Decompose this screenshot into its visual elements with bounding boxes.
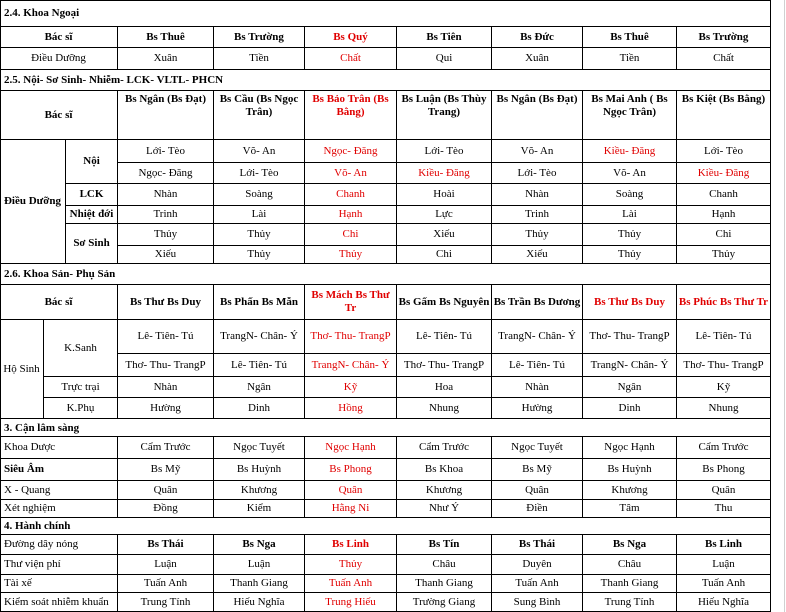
table-cell: Thủy [214,224,305,246]
table-cell: Thư viện phí [0,555,118,575]
table-cell: Võ- An [492,140,583,163]
table-cell: Hạnh [677,206,771,224]
table-cell: Kiểm [214,500,305,518]
table-cell: Thơ- Thu- TrangP [677,354,771,377]
sheet-border-left [0,0,1,612]
table-cell: Nhiệt đới [66,206,118,224]
table-cell: Bs Mách Bs Thư Tr [305,285,397,320]
table-cell: Sung Bình [492,593,583,612]
table-cell: Kiều- Đăng [583,140,677,163]
table-cell: Chi [677,224,771,246]
table-cell: Chất [305,48,397,70]
table-cell: Bs Thư Bs Duy [583,285,677,320]
table-cell: Võ- An [305,163,397,184]
table-cell: Xuân [118,48,214,70]
table-cell: Hoa [397,377,492,398]
table-cell: Bs Phấn Bs Mẫn [214,285,305,320]
table-cell: Bs Huỳnh [214,459,305,481]
table-cell: Xiếu [397,224,492,246]
table-cell: Bác sĩ [0,91,118,140]
table-cell: Lài [214,206,305,224]
table-cell: Võ- An [214,140,305,163]
table-cell: Tuấn Anh [492,575,583,593]
table-cell: Thu [677,500,771,518]
table-cell: Bs Thái [492,535,583,555]
table-cell: Kỹ [677,377,771,398]
table-cell: TrangN- Chân- Ý [583,354,677,377]
table-cell: Bs Mỹ [492,459,583,481]
table-cell: Xét nghiệm [0,500,118,518]
table-cell: Hằng Ni [305,500,397,518]
table-cell: Khương [583,481,677,500]
table-cell: Nhàn [492,184,583,206]
table-cell: Ngọc Tuyết [214,437,305,459]
table-cell: Thủy [583,224,677,246]
table-cell: Thơ- Thu- TrangP [583,320,677,354]
table-cell: X - Quang [0,481,118,500]
table-cell: Kiều- Đăng [677,163,771,184]
table-cell: Trung Hiếu [305,593,397,612]
table-cell: Bs Nga [583,535,677,555]
table-cell: Bs Huỳnh [583,459,677,481]
table-cell: Thủy [305,555,397,575]
table-cell: Bs Trường [214,27,305,48]
table-cell: Bác sĩ [0,27,118,48]
table-cell: Thủy [305,246,397,264]
table-cell: Bs Tín [397,535,492,555]
table-cell: Chanh [305,184,397,206]
table-cell: Thơ- Thu- TrangP [397,354,492,377]
table-cell: Võ- An [583,163,677,184]
table-cell: Chi [397,246,492,264]
table-cell: Hiếu Nghĩa [214,593,305,612]
table-cell: Trinh [492,206,583,224]
table-cell: Dinh [214,398,305,419]
table-cell: Nhàn [118,377,214,398]
table-cell: Kiều- Đăng [397,163,492,184]
table-cell: Kiểm soát nhiễm khuẩn [0,593,118,612]
table-cell: Nhung [677,398,771,419]
table-cell: Lê- Tiên- Tú [397,320,492,354]
table-cell: Bs Phong [305,459,397,481]
table-cell: Lới- Tèo [118,140,214,163]
table-cell: Nhàn [118,184,214,206]
table-cell: LCK [66,184,118,206]
table-cell: Thanh Giang [583,575,677,593]
table-cell: Thủy [214,246,305,264]
table-cell: Ngân [214,377,305,398]
table-cell: Lê- Tiên- Tú [118,320,214,354]
table-cell: Bs Linh [677,535,771,555]
table-cell: Xuân [492,48,583,70]
table-cell: Quân [118,481,214,500]
table-cell: Luận [214,555,305,575]
table-cell: Nội [66,140,118,184]
table-cell: Ngọc- Đăng [305,140,397,163]
table-cell: Bs Đức [492,27,583,48]
table-cell: Dinh [583,398,677,419]
table-cell: Tiền [214,48,305,70]
table-cell: TrangN- Chân- Ý [305,354,397,377]
table-cell: Điều Dưỡng [0,48,118,70]
table-cell: Chanh [677,184,771,206]
table-cell: Bs Bảo Trân (Bs Bằng) [305,91,397,140]
table-cell: Bs Quý [305,27,397,48]
table-cell: Thủy [583,246,677,264]
table-cell: Lới- Tèo [214,163,305,184]
table-cell: Bs Trường [677,27,771,48]
table-cell: Lê- Tiên- Tú [214,354,305,377]
table-cell: Ngọc Tuyết [492,437,583,459]
table-cell: Lực [397,206,492,224]
table-cell: Bs Thuê [583,27,677,48]
table-cell: Thủy [492,224,583,246]
table-cell: Điền [492,500,583,518]
table-cell: Ngọc Hạnh [583,437,677,459]
table-cell: Tuấn Anh [118,575,214,593]
table-cell: Bs Ngân (Bs Đạt) [118,91,214,140]
section-title-s5: 4. Hành chính [0,518,771,535]
table-cell: K.Sanh [44,320,118,377]
table-cell: Châu [583,555,677,575]
table-cell: Khương [214,481,305,500]
table-cell: Chất [677,48,771,70]
table-cell: Tâm [583,500,677,518]
table-cell: Xiếu [118,246,214,264]
table-cell: Trung Tính [118,593,214,612]
table-cell: Bs Mỹ [118,459,214,481]
table-cell: Luận [118,555,214,575]
table-cell: Bs Nga [214,535,305,555]
table-cell: Cẩm Trước [677,437,771,459]
table-cell: Lài [583,206,677,224]
table-cell: Hạnh [305,206,397,224]
table-cell: Nhung [397,398,492,419]
table-cell: Ngọc- Đăng [118,163,214,184]
table-cell: TrangN- Chân- Ý [492,320,583,354]
table-cell: Tuấn Anh [305,575,397,593]
table-cell: Lới- Tèo [677,140,771,163]
table-cell: Nhàn [492,377,583,398]
table-cell: Khoa Dược [0,437,118,459]
table-cell: TrangN- Chân- Ý [214,320,305,354]
table-cell: Tài xế [0,575,118,593]
table-cell: Điều Dưỡng [0,140,66,264]
table-cell: Thanh Giang [397,575,492,593]
table-cell: Soàng [214,184,305,206]
table-cell: Lê- Tiên- Tú [677,320,771,354]
table-cell: Bs Thái [118,535,214,555]
table-cell: Thơ- Thu- TrangP [305,320,397,354]
table-cell: Quân [677,481,771,500]
table-cell: Bs Ngân (Bs Đạt) [492,91,583,140]
sheet-border-top [0,0,771,1]
section-title-s1: 2.4. Khoa Ngoại [0,0,771,27]
table-cell: Bs Trần Bs Dương [492,285,583,320]
table-cell: Ngân [583,377,677,398]
table-cell: Bs Phong [677,459,771,481]
table-cell: Quân [492,481,583,500]
table-cell: Cẩm Trước [397,437,492,459]
table-cell: Siêu Âm [0,459,118,481]
table-cell: Như Ý [397,500,492,518]
table-cell: Bác sĩ [0,285,118,320]
section-title-s4: 3. Cận lâm sàng [0,419,771,437]
table-cell: K.Phụ [44,398,118,419]
table-cell: Thơ- Thu- TrangP [118,354,214,377]
table-cell: Thủy [118,224,214,246]
table-cell: Bs Phúc Bs Thư Tr [677,285,771,320]
table-cell: Soàng [583,184,677,206]
table-cell: Bs Mai Anh ( Bs Ngọc Trân) [583,91,677,140]
table-cell: Cẩm Trước [118,437,214,459]
table-cell: Thủy [677,246,771,264]
table-cell: Bs Tiên [397,27,492,48]
table-cell: Luận [677,555,771,575]
table-cell: Hồng [305,398,397,419]
table-cell: Trinh [118,206,214,224]
table-cell: Bs Cầu (Bs Ngọc Trân) [214,91,305,140]
table-cell: Lê- Tiên- Tú [492,354,583,377]
sheet-gridline [784,0,785,612]
table-cell: Duyên [492,555,583,575]
section-title-s2: 2.5. Nội- Sơ Sinh- Nhiễm- LCK- VLTL- PHCN [0,70,771,91]
table-cell: Tuấn Anh [677,575,771,593]
table-cell: Ngọc Hạnh [305,437,397,459]
table-cell: Kỹ [305,377,397,398]
table-cell: Thanh Giang [214,575,305,593]
table-cell: Bs Gấm Bs Nguyên [397,285,492,320]
table-cell: Quân [305,481,397,500]
table-cell: Hộ Sinh [0,320,44,419]
table-cell: Đường dây nóng [0,535,118,555]
table-cell: Trường Giang [397,593,492,612]
table-cell: Bs Khoa [397,459,492,481]
table-cell: Bs Luận (Bs Thùy Trang) [397,91,492,140]
table-cell: Hường [118,398,214,419]
table-cell: Bs Thuê [118,27,214,48]
table-cell: Bs Thư Bs Duy [118,285,214,320]
table-cell: Xiếu [492,246,583,264]
table-cell: Khương [397,481,492,500]
table-cell: Tiền [583,48,677,70]
table-cell: Đồng [118,500,214,518]
table-cell: Châu [397,555,492,575]
table-cell: Hiếu Nghĩa [677,593,771,612]
table-cell: Bs Kiệt (Bs Bằng) [677,91,771,140]
table-cell: Lới- Tèo [492,163,583,184]
section-title-s3: 2.6. Khoa Sản- Phụ Sản [0,264,771,285]
table-cell: Bs Linh [305,535,397,555]
table-cell: Hoài [397,184,492,206]
table-cell: Chi [305,224,397,246]
table-cell: Hường [492,398,583,419]
table-cell: Sơ Sinh [66,224,118,264]
table-cell: Trung Tính [583,593,677,612]
table-cell: Qui [397,48,492,70]
table-cell: Trực trại [44,377,118,398]
table-cell: Lới- Tèo [397,140,492,163]
